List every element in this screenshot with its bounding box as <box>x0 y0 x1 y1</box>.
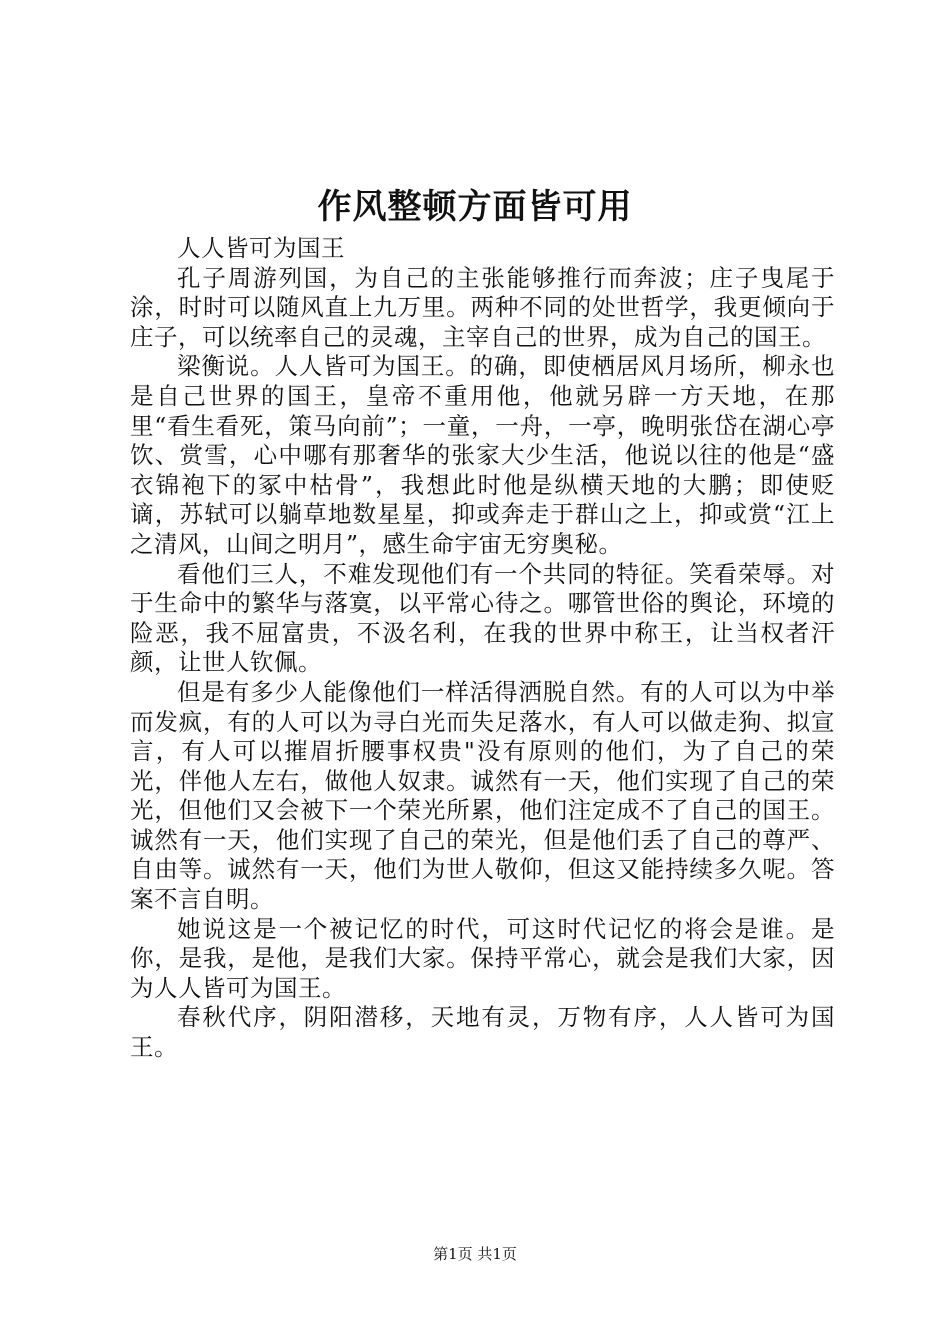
paragraph-subtitle: 人人皆可为国王 <box>177 234 345 262</box>
paragraph: 春秋代序，阴阳潜移，天地有灵，万物有序，人人皆可为国王。 <box>130 1003 835 1062</box>
paragraph: 孔子周游列国，为自己的主张能够推行而奔波；庄子曳尾于涂，时时可以随风直上九万里。两种不同的处世哲学，我更倾向于庄子，可以统率自己的灵魂，主宰自己的世界，成为自己的国王。 <box>130 263 835 351</box>
page-footer: 第1页 共1页 <box>433 1245 517 1263</box>
paragraph: 梁衡说。人人皆可为国王。的确，即使栖居风月场所，柳永也是自己世界的国王，皇帝不重用他，他就另辟一方天地，在那里“看生看死，策马向前”；一童，一舟，一亭，晚明张岱在湖心亭饮、赏雪，心中哪有那奢华的张家大少生活，他说以往的他是“盛衣锦袍下的冢中枯骨”，我想此时他是纵横天地的大鹏；即使贬谪，苏轼可以躺草地数星星，抑或奔走于群山之上，抑或赏“江上之清风，山间之明月”，感生命宇宙无穷奥秘。 <box>130 352 835 558</box>
document-title: 作风整顿方面皆可用 <box>317 187 633 227</box>
paragraph: 看他们三人，不难发现他们有一个共同的特征。笑看荣辱。对于生命中的繁华与落寞，以平常心待之。哪管世俗的舆论，环境的险恶，我不屈富贵，不汲名利，在我的世界中称王，让当权者汗颜，让世人钦佩。 <box>130 559 835 677</box>
paragraph: 但是有多少人能像他们一样活得洒脱自然。有的人可以为中举而发疯，有的人可以为寻白光而失足落水，有人可以做走狗、拟宣言，有人可以摧眉折腰事权贵"没有原则的他们，为了自己的荣光，伴他人左右，做他人奴隶。诚然有一天，他们实现了自己的荣光，但他们又会被下一个荣光所累，他们注定成不了自己的国王。诚然有一天，他们实现了自己的荣光，但是他们丢了自己的尊严、自由等。诚然有一天，他们为世人敬仰，但这又能持续多久呢。答案不言自明。 <box>130 677 835 914</box>
document-body <box>130 234 835 1063</box>
paragraph: 她说这是一个被记忆的时代，可这时代记忆的将会是谁。是你，是我，是他，是我们大家。保持平常心，就会是我们大家，因为人人皆可为国王。 <box>130 914 835 1002</box>
